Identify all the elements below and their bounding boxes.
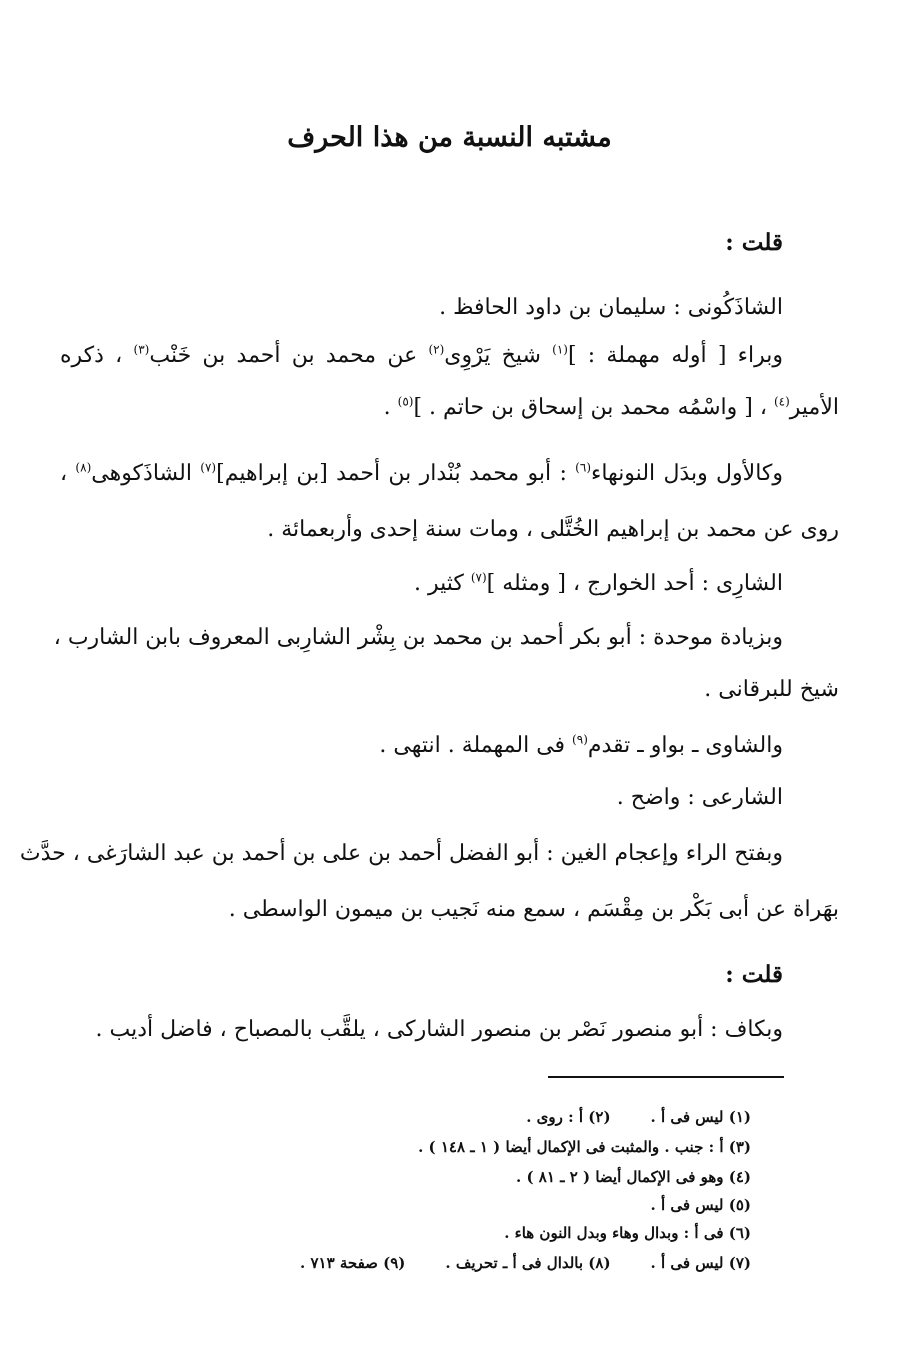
footnote-line-4: (٥) ليس فى أ .	[650, 1196, 751, 1214]
entry-shari	[414, 570, 783, 599]
page-title: مشتبه النسبة من هذا الحرف	[287, 122, 612, 153]
footnote-ref: (٥)	[397, 394, 414, 409]
entry-barzawi-line1	[60, 342, 783, 371]
entry-shadhakuhi-line1	[60, 460, 783, 489]
text-segment: الأمير	[789, 395, 839, 420]
text-segment: الشاذَكوهى	[91, 461, 201, 486]
footnote-ref: (٤)	[773, 394, 790, 409]
footnote-ref: (٧)	[470, 570, 487, 585]
footnote-ref: (٧)	[200, 460, 217, 475]
footnote-line-6	[300, 1254, 751, 1274]
text-segment: ، ذكره	[60, 343, 134, 368]
entry-sharii: الشارعى : واضح .	[616, 785, 783, 810]
footnote-ref: (٩)	[572, 732, 588, 747]
text-segment: الشارِى : أحد الخوارج ، [ ومثله ]	[486, 571, 783, 596]
footnote-line-1	[526, 1108, 751, 1128]
footnote-line-3: (٤) وهو فى الإكمال أيضا ( ٢ ـ ٨١ ) .	[516, 1168, 751, 1186]
footnote-line-5: (٦) فى أ : وبدال وهاء وبدل النون هاء .	[504, 1224, 751, 1242]
entry-sharibi-line1: وبزيادة موحدة : أبو بكر أحمد بن محمد بن بِشْر الشارِبى المعروف بابن الشارب ،	[53, 625, 783, 650]
text-segment: : أبو محمد بُنْدار بن أحمد [بن إبراهيم]	[216, 461, 576, 486]
footnote-line-2: (٣) أ : جنب . والمثبت فى الإكمال أيضا ( ١ ـ ١٤٨ ) .	[418, 1138, 751, 1156]
entry-shadhakuhi-line2: روى عن محمد بن إبراهيم الخُتَّلى ، ومات سنة إحدى وأربعمائة .	[267, 517, 839, 542]
text-segment: شيخ يَرْوِى	[444, 343, 553, 368]
entry-sharaghi-line1: وبفتح الراء وإعجام الغين : أبو الفضل أحمد بن على بن أحمد بن عبد الشارَغى ، حدَّث	[19, 841, 783, 866]
text-segment: كثير .	[413, 571, 471, 596]
footnote: (١) ليس فى أ .	[650, 1108, 751, 1126]
entry-barzawi-line2	[384, 394, 839, 423]
footnote: (٢) أ : روى .	[526, 1108, 611, 1126]
entry-shariki: وبكاف : أبو منصور نَصْر بن منصور الشاركى ، يلقَّب بالمصباح ، فاضل أديب .	[95, 1017, 783, 1042]
text-segment: وكالأول وبدَل النونهاء	[591, 461, 783, 486]
entry-sharibi-line2: شيخ للبرقانى .	[704, 677, 839, 702]
footnote-ref: (٨)	[75, 460, 92, 475]
text-segment: فى المهملة . انتهى .	[379, 733, 573, 758]
text-segment: ،	[60, 461, 76, 486]
text-segment: عن محمد بن أحمد بن خَنْب	[149, 343, 429, 368]
text-segment: والشاوى ـ بواو ـ تقدم	[587, 733, 783, 758]
heading-qultu-2: قلت :	[725, 961, 783, 988]
footnote-divider	[548, 1076, 784, 1078]
footnote-ref: (٣)	[133, 342, 150, 357]
footnote-ref: (٢)	[428, 342, 445, 357]
footnote: (٧) ليس فى أ .	[650, 1254, 751, 1272]
heading-qultu-1: قلت :	[725, 229, 783, 256]
text-segment: ، [ واسْمُه محمد بن إسحاق بن حاتم . ]	[413, 395, 774, 420]
footnote: (٨) بالدال فى أ ـ تحريف .	[445, 1254, 611, 1272]
footnote-ref: (١)	[552, 342, 568, 357]
entry-shawi	[379, 732, 783, 761]
text-segment: وبراء [ أوله مهملة : ]	[567, 343, 783, 368]
entry-sharaghi-line2: بهَراة عن أبى بَكْر بن مِقْسَم ، سمع منه نَجيب بن ميمون الواسطى .	[228, 897, 839, 922]
footnote-ref: (٦)	[575, 460, 591, 475]
text-segment: .	[383, 395, 398, 420]
footnote: (٩) صفحة ٧١٣ .	[300, 1254, 406, 1272]
entry-shadhakuni: الشاذَكُونى : سليمان بن داود الحافظ .	[439, 295, 783, 320]
